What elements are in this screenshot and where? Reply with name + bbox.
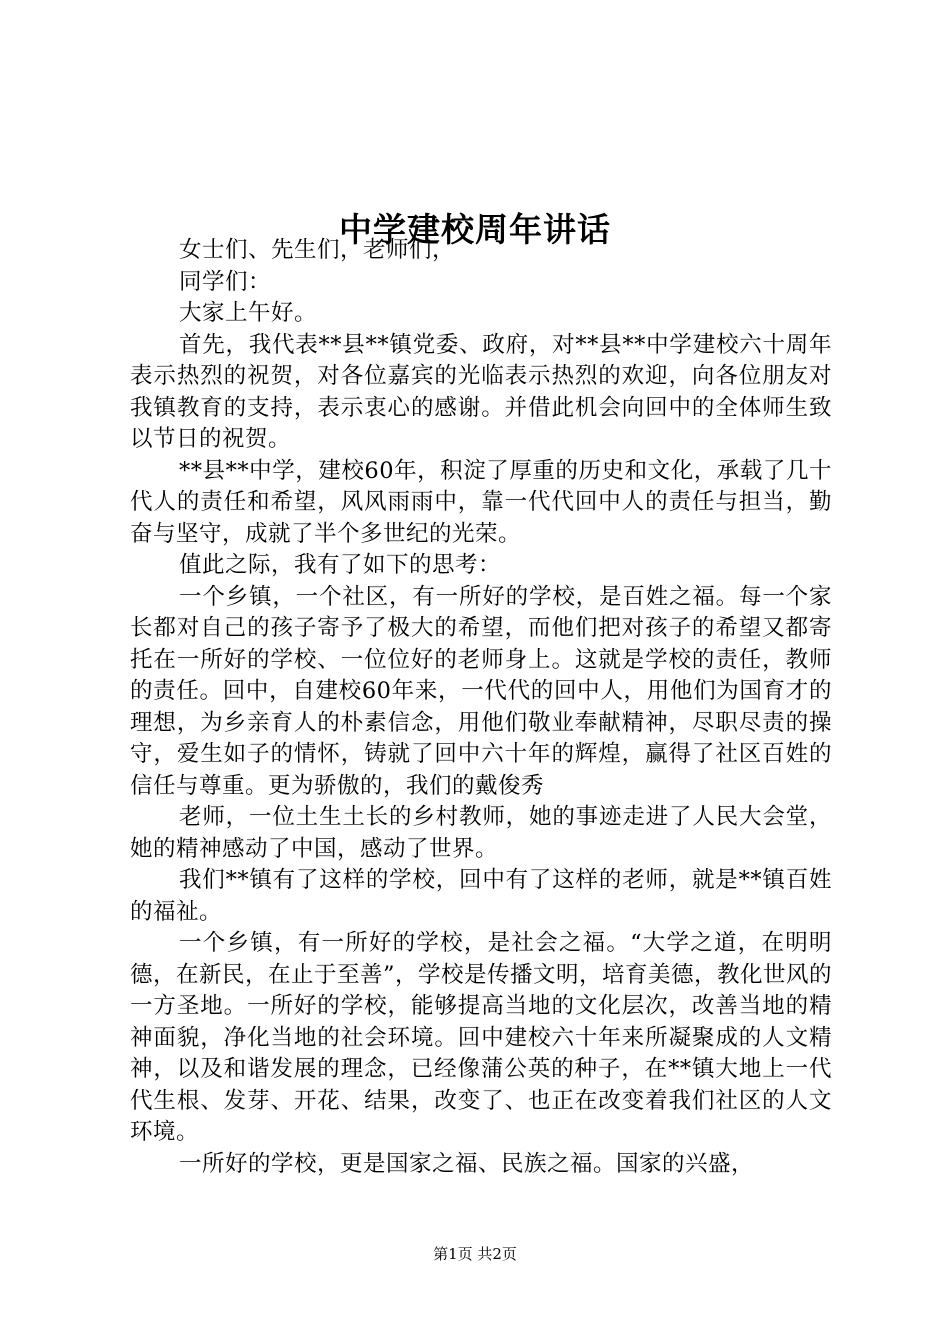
paragraph: 一个乡镇，有一所好的学校，是社会之福。“大学之道，在明明德，在新民，在止于至善”，学校是传播文明，培育美德，教化世风的一方圣地。一所好的学校，能够提高当地的文化层次，改善当地的精神面貌，净化当地的社会环境。回中建校六十年来所凝聚成的人文精神，以及和谐发展的理念，已经像蒲公英的种子，在**镇大地上一代代生根、发芽、开花、结果，改变了、也正在改变着我们社区的人文环境。 bbox=[130, 930, 833, 1145]
paragraph: 女士们、先生们，老师们， bbox=[179, 237, 456, 263]
paragraph: **县**中学，建校60年，积淀了厚重的历史和文化，承载了几十代人的责任和希望，风风雨雨中，靠一代代回中人的责任与担当，勤奋与坚守，成就了半个多世纪的光荣。 bbox=[130, 457, 832, 547]
page-footer: 第1页 共2页 bbox=[433, 1245, 517, 1263]
paragraph: 同学们： bbox=[179, 268, 272, 295]
paragraph: 我们**镇有了这样的学校，回中有了这样的老师，就是**镇百姓的福祉。 bbox=[130, 867, 832, 925]
paragraph: 老师，一位土生土长的乡村教师，她的事迹走进了人民大会堂，她的精神感动了中国，感动了世界。 bbox=[130, 804, 832, 862]
paragraph: 大家上午好。 bbox=[179, 300, 318, 326]
paragraph: 一个乡镇，一个社区，有一所好的学校，是百姓之福。每一个家长都对自己的孩子寄予了极大的希望，而他们把对孩子的希望又都寄托在一所好的学校、一位位好的老师身上。这就是学校的责任，教师的责任。回中，自建校60年来，一代代的回中人，用他们为国育才的理想，为乡亲育人的朴素信念，用他们敬业奉献精神，尽职尽责的操守，爱生如子的情怀，铸就了回中六十年的辉煌，赢得了社区百姓的信任与尊重。更为骄傲的，我们的戴俊秀 bbox=[130, 583, 832, 799]
paragraph: 值此之际，我有了如下的思考： bbox=[179, 552, 502, 578]
paragraph: 首先，我代表**县**镇党委、政府，对**县**中学建校六十周年表示热烈的祝贺，对各位嘉宾的光临表示热烈的欢迎，向各位朋友对我镇教育的支持，表示衷心的感谢。并借此机会向回中的全体师生致以节日的祝贺。 bbox=[130, 331, 832, 452]
document-body bbox=[130, 235, 832, 1180]
page-title: 中学建校周年讲话 bbox=[339, 210, 611, 250]
paragraph: 一所好的学校，更是国家之福、民族之福。国家的兴盛， bbox=[179, 1150, 755, 1177]
